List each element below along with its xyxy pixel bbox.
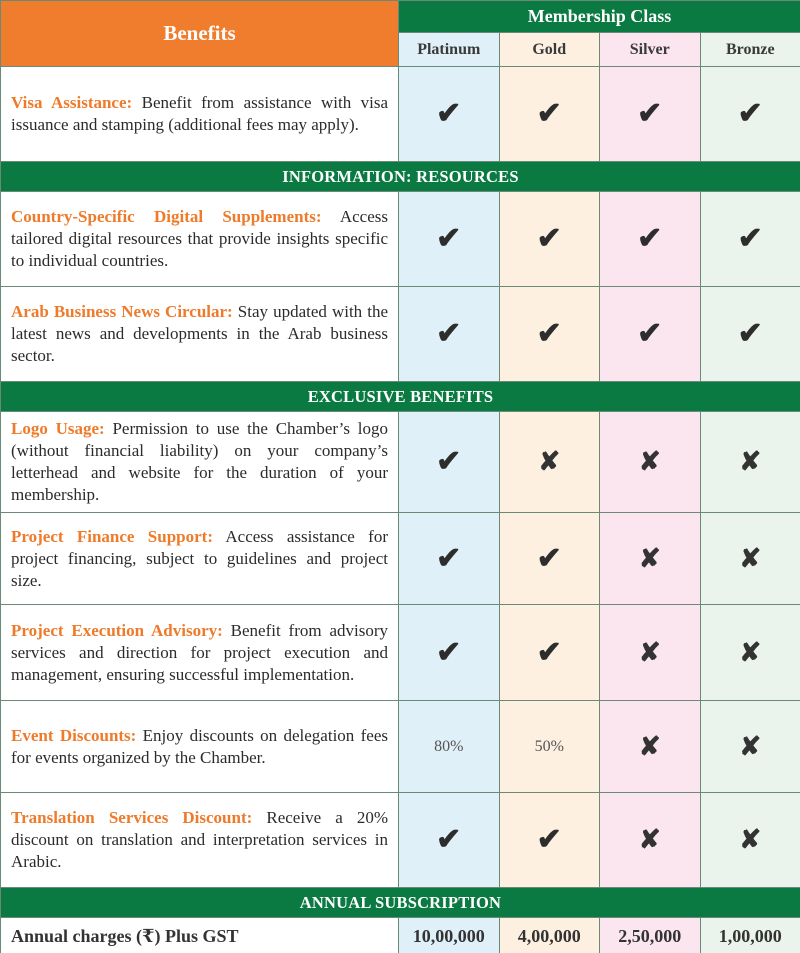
annual-charge-silver: 2,50,000 [600, 918, 701, 953]
check-icon: ✔ [499, 513, 600, 605]
benefit-text: Access tailored digital resources that provide insights specific to individual countries. [11, 207, 388, 270]
tier-silver: Silver [600, 33, 701, 67]
annual-charge-bronze: 1,00,000 [700, 918, 800, 953]
benefit-description [1, 793, 399, 888]
cross-icon: ✘ [700, 513, 800, 605]
annual-charges-label: Annual charges (₹) Plus GST [1, 918, 399, 953]
cross-icon: ✘ [499, 412, 600, 513]
check-icon: ✔ [399, 412, 500, 513]
benefit-description [1, 67, 399, 162]
check-icon: ✔ [600, 67, 701, 162]
benefit-description [1, 513, 399, 605]
benefit-title: Project Finance Support: [11, 526, 213, 546]
section-row [1, 162, 800, 192]
benefit-description [1, 701, 399, 793]
benefit-title: Logo Usage: [11, 419, 105, 438]
cross-icon: ✘ [700, 701, 800, 793]
benefit-description [1, 412, 399, 513]
benefit-title: Event Discounts: [11, 725, 137, 745]
table-row [1, 287, 800, 382]
cross-icon: ✘ [600, 605, 701, 701]
benefit-title: Translation Services Discount: [11, 808, 253, 827]
cross-icon: ✘ [700, 605, 800, 701]
benefit-text: Benefit from advisory services and direction for project execution and management, ensuring successful implementation. [11, 620, 388, 684]
discount-value: 50% [499, 701, 600, 793]
benefit-description [1, 192, 399, 287]
cross-icon: ✘ [600, 701, 701, 793]
section-row [1, 382, 800, 412]
check-icon: ✔ [499, 605, 600, 701]
check-icon: ✔ [499, 67, 600, 162]
check-icon: ✔ [499, 192, 600, 287]
check-icon: ✔ [600, 287, 701, 382]
tier-gold: Gold [499, 33, 600, 67]
check-icon: ✔ [700, 192, 800, 287]
benefit-title: Project Execution Advisory: [11, 620, 223, 640]
annual-charge-platinum: 10,00,000 [399, 918, 500, 953]
check-icon: ✔ [499, 287, 600, 382]
section-row [1, 888, 800, 918]
check-icon: ✔ [399, 605, 500, 701]
benefit-text: Stay updated with the latest news and developments in the Arab business sector. [11, 302, 388, 365]
section-information-resources: INFORMATION: RESOURCES [1, 162, 800, 192]
check-icon: ✔ [399, 67, 500, 162]
cross-icon: ✘ [600, 513, 701, 605]
cross-icon: ✘ [700, 412, 800, 513]
check-icon: ✔ [399, 793, 500, 888]
check-icon: ✔ [700, 287, 800, 382]
check-icon: ✔ [399, 513, 500, 605]
benefit-title: Arab Business News Circular: [11, 302, 233, 321]
check-icon: ✔ [700, 67, 800, 162]
table-row [1, 605, 800, 701]
tier-platinum: Platinum [399, 33, 500, 67]
membership-class-header: Membership Class [399, 1, 800, 33]
tier-bronze: Bronze [700, 33, 800, 67]
benefits-header: Benefits [1, 1, 399, 67]
check-icon: ✔ [399, 287, 500, 382]
section-exclusive-benefits: EXCLUSIVE BENEFITS [1, 382, 800, 412]
table-row [1, 793, 800, 888]
table-row [1, 701, 800, 793]
benefit-description [1, 287, 399, 382]
annual-charges-row [1, 918, 800, 953]
check-icon: ✔ [600, 192, 701, 287]
check-icon: ✔ [399, 192, 500, 287]
cross-icon: ✘ [600, 412, 701, 513]
benefit-title: Country-Specific Digital Supplements: [11, 207, 322, 226]
benefit-text: Permission to use the Chamber’s logo (without financial liability) on your company’s letterhead and website for the duration of your membership. [11, 419, 388, 504]
benefit-title: Visa Assistance: [11, 93, 133, 112]
benefit-text: Receive a 20% discount on translation and interpretation services in Arabic. [11, 808, 389, 871]
section-annual-subscription: ANNUAL SUBSCRIPTION [1, 888, 800, 918]
table-row [1, 192, 800, 287]
table-row [1, 513, 800, 605]
table-row [1, 412, 800, 513]
benefit-text: Access assistance for project financing, subject to guidelines and project size. [11, 526, 388, 590]
cross-icon: ✘ [700, 793, 800, 888]
annual-charge-gold: 4,00,000 [499, 918, 600, 953]
table-row [1, 67, 800, 162]
discount-value: 80% [399, 701, 500, 793]
benefit-text: Benefit from assistance with visa issuance and stamping (additional fees may apply). [11, 93, 389, 134]
benefit-text: Enjoy discounts on delegation fees for events organized by the Chamber. [11, 725, 388, 767]
cross-icon: ✘ [600, 793, 701, 888]
benefit-description [1, 605, 399, 701]
check-icon: ✔ [499, 793, 600, 888]
